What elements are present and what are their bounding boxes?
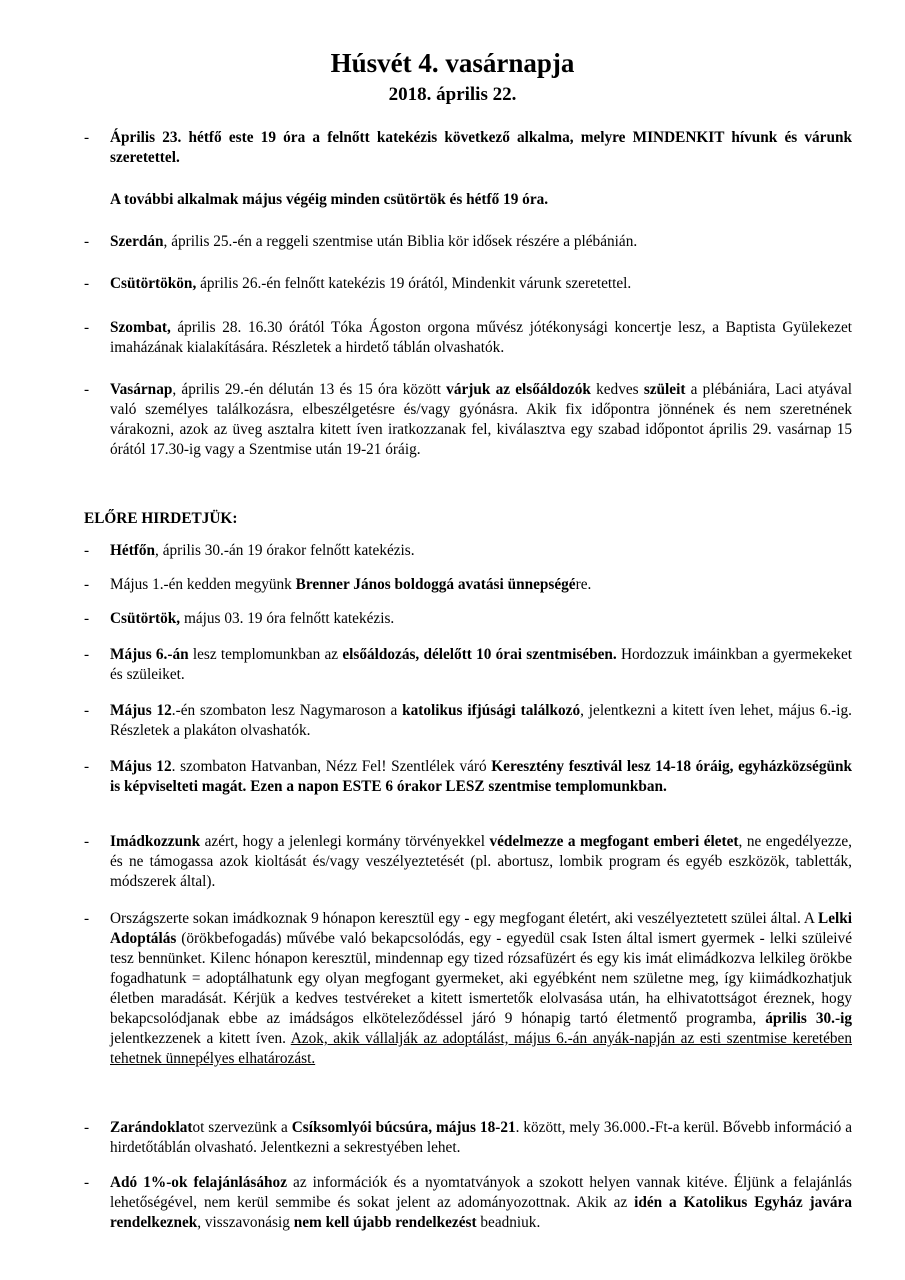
item-lead: Április 23. [110,129,182,146]
bullet-dash: - [84,833,90,850]
announcement-item [110,232,852,252]
item-emphasis: Csíksomlyói búcsúra, május 18-21 [291,1119,516,1136]
item-text: beadniuk. [476,1214,541,1231]
item-text: , április 29.-én délután 13 és 15 óra között [172,381,447,398]
item-text: , jelentkezni a kitett íven lehet, május 6.-ig. Részletek a plakáton olvashatók. [110,702,852,739]
bullet-dash: - [84,381,90,398]
item-emphasis: április 30.-ig [765,1010,852,1027]
item-text: Hordozzuk imáinkban a gyermekeket és szüleiket. [110,646,852,683]
item-lead: Adó 1%-ok felajánlásához [110,1174,287,1191]
item-subtext: A további alkalmak május végéig minden csütörtök és hétfő 19 óra. [110,191,549,208]
advance-item [110,541,852,561]
announcement-item [110,318,852,358]
advance-item [110,575,852,595]
item-emphasis: Brenner János boldoggá avatási ünnepségé [295,576,576,593]
bullet-dash: - [84,610,90,627]
item-text: április 28. 16.30 órától Tóka Ágoston orgona művész jótékonysági koncertje lesz, a Baptista Gyülekezet imaházának kialakítására. Részletek a hirdető táblán olvashatók. [110,319,852,356]
item-text: .-én szombaton lesz Nagymaroson a [171,702,403,719]
item-text: . között, mely 36.000.-Ft-a kerül. Bővebb információ a hirdetőtáblán olvasható. Jelentkezni a sekrestyében lehet. [110,1119,853,1156]
item-lead: Május 12 [110,702,172,719]
advance-item [110,909,852,1069]
advance-item [110,1173,852,1233]
advance-item [110,832,852,892]
item-emphasis: elsőáldozás, délelőtt 10 órai szentmisében. [342,646,617,663]
bullet-dash: - [84,576,90,593]
item-text: lesz templomunkban az [188,646,343,663]
item-underlined-note: Azok, akik vállalják az adoptálást, május 6.-án anyák-napján az esti szentmise keretében tehetnek ünnepélyes elhatározást. [110,1030,852,1067]
advance-item [110,645,852,685]
bullet-dash: - [84,646,90,663]
item-lead: Május 12 [110,758,172,775]
bullet-dash: - [84,758,90,775]
item-lead: Hétfőn [110,542,156,559]
item-lead: Szombat, [110,319,171,336]
item-text: május 03. 19 óra felnőtt katekézis. [180,610,395,627]
item-text: , április 25.-én a reggeli szentmise után Biblia kör idősek részére a plébánián. [163,233,638,250]
page-date: 2018. április 22. [388,84,517,105]
advance-item [110,757,852,797]
item-text: , visszavonásig [197,1214,294,1231]
item-text: április 26.-én felnőtt katekézis 19 órától, Mindenkit várunk szeretettel. [196,275,632,292]
advance-item [110,1118,852,1158]
item-text: hétfő este 19 óra a felnőtt katekézis következő alkalma, melyre MINDENKIT hívunk és várunk szeretettel. [110,129,852,166]
item-emphasis: várjuk az elsőáldozók [446,381,591,398]
announcement-item [110,380,852,460]
bullet-dash: - [84,1174,90,1191]
announcement-subnote [110,190,852,210]
item-lead: Szerdán [110,233,164,250]
item-lead: Imádkozzunk [110,833,201,850]
bullet-dash: - [84,910,90,927]
item-lead: Május 6.-án [110,646,189,663]
bullet-dash: - [84,702,90,719]
item-emphasis: nem kell újabb rendelkezést [293,1214,477,1231]
item-text: az információk és a nyomtatványok a szokott helyen vannak kitéve. Éljünk a felajánlás lehetőségével, nem kerül semmibe és sokat jelent az adományozottnak. Akik az [110,1174,852,1211]
item-text: kedves [590,381,644,398]
item-text: Május 1.-én kedden megyünk [110,576,296,593]
advance-item [110,609,852,629]
item-text: . szombaton Hatvanban, Nézz Fel! Szentlélek váró [171,758,492,775]
item-emphasis: Lelki Adoptálás [110,910,852,947]
item-text: Országszerte sokan imádkoznak 9 hónapon keresztül egy - egy megfogant életért, aki veszélyeztetett szülei által. A [110,910,818,927]
item-text: a plébániára, Laci atyával való személyes találkozásra, elbeszélgetésre és/vagy gyónásra. Akik fix időpontra jönnének és nem szeretnének várakozni, azok az üveg asztalra kitett íven iratkozzanak fel, kiválasztva egy szabad időpontot április 29. vasárnap 15 órától 17.30-ig vagy a Szentmise után 19-21 óráig. [110,381,852,458]
bullet-dash: - [84,319,90,336]
item-text: , április 30.-án 19 órakor felnőtt katekézis. [155,542,415,559]
page-title: Húsvét 4. vasárnapja [330,48,575,78]
item-text: ot szervezünk a [192,1119,292,1136]
bullet-dash: - [84,542,90,559]
advance-heading: ELŐRE HIRDETJÜK: [84,510,238,527]
item-lead: Vasárnap [110,381,173,398]
item-emphasis: szüleit [643,381,686,398]
item-lead: Csütörtök, [110,610,181,627]
bullet-dash: - [84,129,90,146]
advance-item [110,701,852,741]
bullet-dash: - [84,233,90,250]
item-text: azért, hogy a jelenlegi kormány törvényekkel [200,833,490,850]
announcement-item [110,274,852,294]
item-emphasis: katolikus ifjúsági találkozó [402,702,581,719]
item-lead: Zarándoklat [110,1119,193,1136]
item-text: re. [575,576,592,593]
announcement-item [110,128,852,168]
item-emphasis: idén a Katolikus Egyház javára rendelkeznek [110,1194,852,1231]
item-text: jelentkezzenek a kitett íven. [110,1030,291,1047]
bullet-dash: - [84,1119,90,1136]
item-emphasis: védelmezze a megfogant emberi életet [489,833,739,850]
item-text: , ne engedélyezze, és ne támogassa azok kioltását és/vagy veszélyeztetését (pl. abortusz, lombik program és egyéb eszközök, tabletták, módszerek által). [110,833,852,890]
item-lead: Csütörtökön, [110,275,197,292]
item-emphasis: Keresztény fesztivál lesz 14-18 óráig, egyházközségünk is képviselteti magát. Ezen a napon ESTE 6 órakor LESZ szentmise templomunkban. [110,758,852,795]
item-text: (örökbefogadás) művébe való bekapcsolódás, egy - egyedül csak Isten által ismert gyermek - lelki szüleivé tesz bennünket. Kilenc hónapon keresztül, mindennap egy tized rózsafüzért és egy kis imát elimádkozva lelkileg örökbe fogadhatunk = adoptálhatunk egy olyan megfogant gyermeket, aki egyébként nem születne meg, így kiimádkozhatjuk életben maradását. Kérjük a kedves testvéreket a kitett ismertetők elolvasása után, ha elhivatottságot éreznek, hogy bekapcsolódjanak ebbe az imádságos elköteleződéssel járó 9 hónapig tartó életmentő programba, [110,930,852,1027]
bullet-dash: - [84,275,90,292]
